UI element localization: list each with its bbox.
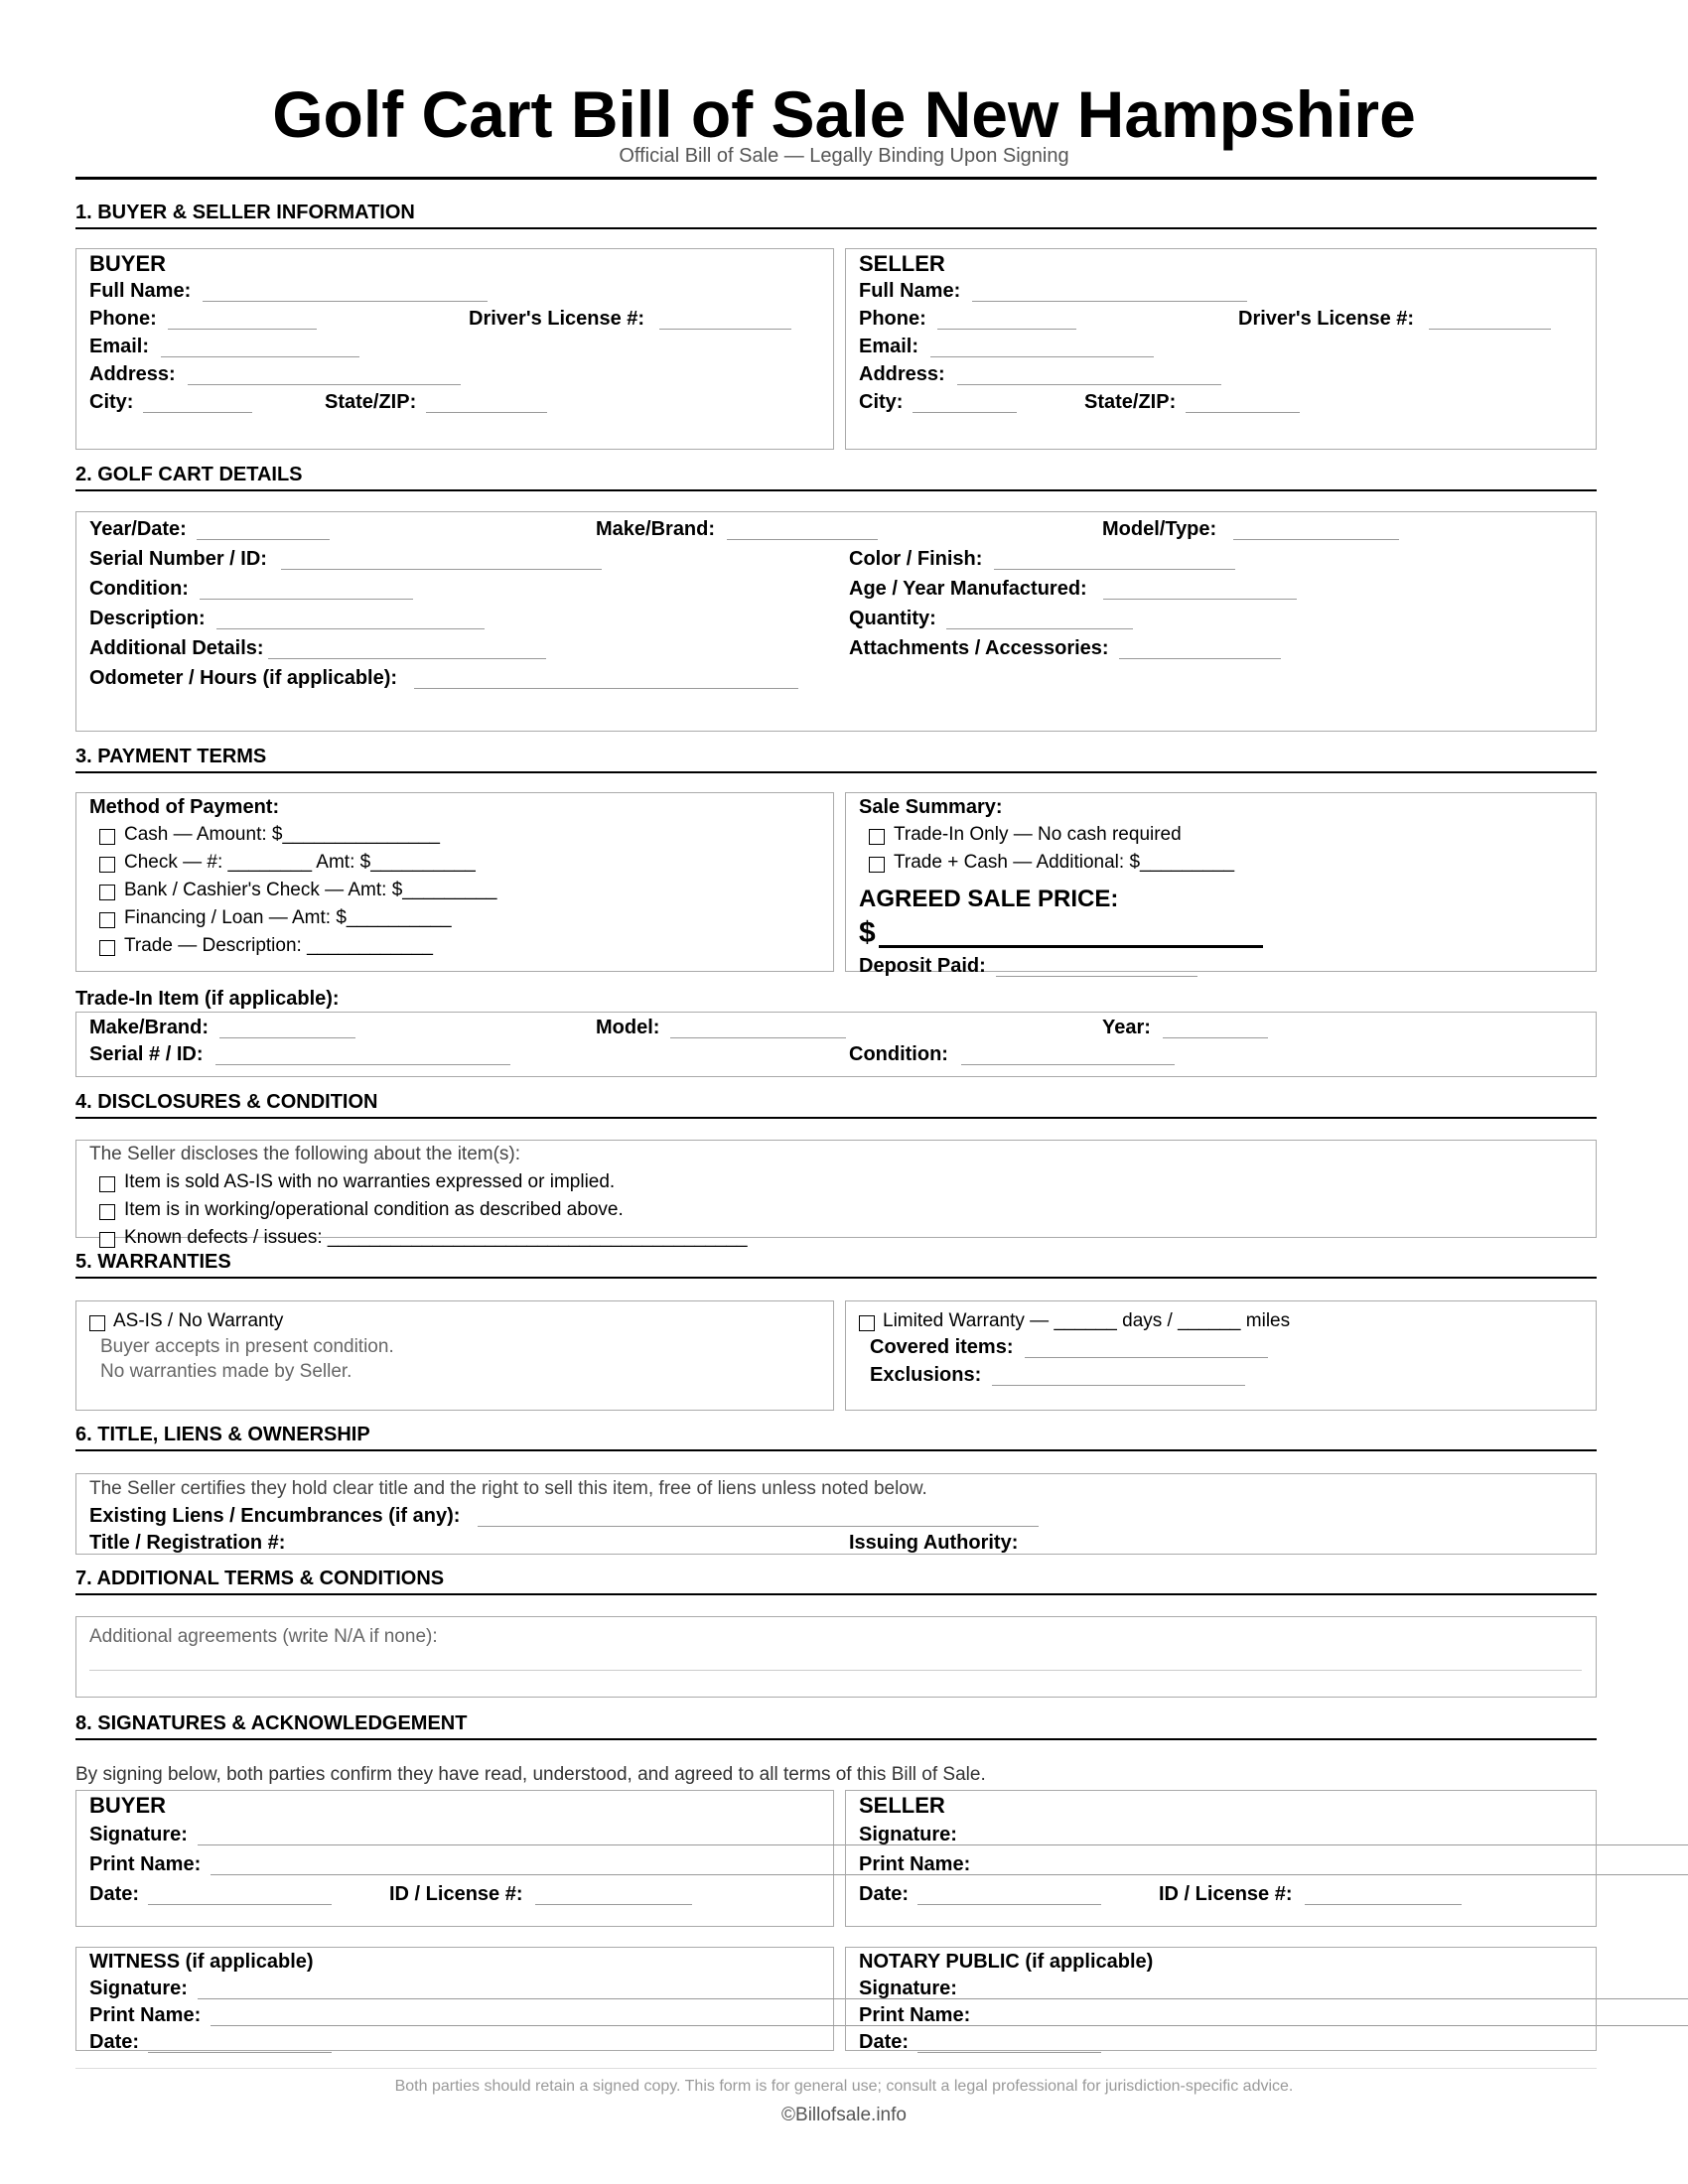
witness-date-label: Date:	[89, 2031, 140, 2053]
model-label: Model/Type:	[1102, 518, 1217, 540]
trade-checkbox[interactable]	[99, 940, 115, 956]
seller-state-zip-label: State/ZIP:	[1084, 391, 1177, 413]
deposit-label: Deposit Paid:	[859, 955, 986, 977]
buyer-license-field[interactable]	[659, 329, 791, 330]
condition-label: Condition:	[89, 578, 189, 600]
buyer-signature-box	[75, 1790, 834, 1927]
trade-in-year-label: Year:	[1102, 1017, 1151, 1038]
financing-option-label: Financing / Loan — Amt: $__________	[124, 907, 452, 928]
section-divider	[75, 1449, 1597, 1451]
bank-check-option-label: Bank / Cashier's Check — Amt: $_________	[124, 880, 497, 900]
seller-signature-heading: SELLER	[859, 1793, 945, 1818]
witness-signature-label: Signature:	[89, 1978, 188, 1999]
quantity-field[interactable]	[946, 628, 1133, 629]
exclusions-field[interactable]	[992, 1385, 1245, 1386]
document-title: Golf Cart Bill of Sale New Hampshire	[272, 77, 1416, 151]
seller-signature-label: Signature:	[859, 1824, 957, 1845]
witness-heading: WITNESS (if applicable)	[89, 1951, 314, 1973]
cash-option-label: Cash — Amount: $_______________	[124, 824, 440, 845]
notary-print-name-label: Print Name:	[859, 2004, 971, 2026]
seller-email-field[interactable]	[930, 356, 1154, 357]
section-heading-additional-terms: 7. ADDITIONAL TERMS & CONDITIONS	[75, 1568, 445, 1589]
buyer-heading: BUYER	[89, 251, 167, 276]
notary-heading: NOTARY PUBLIC (if applicable)	[859, 1951, 1154, 1973]
known-defects-checkbox[interactable]	[99, 1232, 115, 1248]
notary-date-label: Date:	[859, 2031, 910, 2053]
disclosures-box	[75, 1140, 1597, 1248]
as-is-note-1: Buyer accepts in present condition.	[100, 1336, 394, 1357]
make-label: Make/Brand:	[596, 518, 716, 540]
odometer-field[interactable]	[414, 688, 798, 689]
trade-in-only-label: Trade-In Only — No cash required	[894, 824, 1182, 845]
known-defects-label: Known defects / issues: ________________________________________	[124, 1227, 748, 1248]
trade-in-make-label: Make/Brand:	[89, 1017, 210, 1038]
seller-id-field[interactable]	[1305, 1904, 1462, 1905]
cart-details-box	[75, 511, 1597, 732]
sale-summary-box	[845, 792, 1597, 977]
trade-in-serial-label: Serial # / ID:	[89, 1043, 204, 1065]
covered-items-label: Covered items:	[870, 1336, 1014, 1358]
additional-terms-field[interactable]	[89, 1670, 1582, 1671]
trade-plus-cash-checkbox[interactable]	[869, 857, 885, 873]
deposit-field[interactable]	[996, 976, 1197, 977]
section-heading-warranties: 5. WARRANTIES	[75, 1251, 231, 1273]
additional-details-label: Additional Details:	[89, 637, 264, 659]
limited-warranty-label: Limited Warranty — ______ days / ______ miles	[883, 1310, 1291, 1331]
sale-summary-heading: Sale Summary:	[859, 796, 1003, 818]
buyer-state-zip-field[interactable]	[426, 412, 547, 413]
seller-address-field[interactable]	[957, 384, 1221, 385]
trade-in-condition-field[interactable]	[961, 1064, 1175, 1065]
year-field[interactable]	[197, 539, 330, 540]
seller-id-label: ID / License #:	[1159, 1883, 1293, 1905]
title-divider	[75, 177, 1597, 180]
attachments-field[interactable]	[1119, 658, 1281, 659]
trade-in-model-field[interactable]	[670, 1037, 846, 1038]
section-divider	[75, 771, 1597, 773]
seller-date-field[interactable]	[917, 1904, 1101, 1905]
color-field[interactable]	[994, 569, 1235, 570]
buyer-state-zip-label: State/ZIP:	[325, 391, 417, 413]
section-divider	[75, 227, 1597, 229]
agreed-price-field[interactable]	[879, 945, 1263, 948]
footer-disclaimer: Both parties should retain a signed copy. This form is for general use; consult a legal professional for jurisdiction-specific advice.	[394, 2078, 1294, 2095]
seller-license-label: Driver's License #:	[1238, 308, 1415, 330]
check-option-label: Check — #: ________ Amt: $__________	[124, 852, 476, 873]
exclusions-label: Exclusions:	[870, 1364, 982, 1386]
footer-divider	[75, 2068, 1597, 2069]
buyer-info-box	[75, 248, 834, 450]
cash-checkbox[interactable]	[99, 829, 115, 845]
signatures-intro: By signing below, both parties confirm they have read, understood, and agreed to all terms of this Bill of Sale.	[75, 1764, 986, 1785]
witness-box	[75, 1947, 834, 2051]
seller-license-field[interactable]	[1429, 329, 1551, 330]
attachments-label: Attachments / Accessories:	[849, 637, 1109, 659]
working-condition-label: Item is in working/operational condition as described above.	[124, 1199, 624, 1220]
seller-date-label: Date:	[859, 1883, 910, 1905]
additional-terms-note: Additional agreements (write N/A if none):	[89, 1626, 438, 1647]
seller-address-label: Address:	[859, 363, 945, 385]
section-heading-title-liens: 6. TITLE, LIENS & OWNERSHIP	[75, 1424, 370, 1445]
seller-city-field[interactable]	[913, 412, 1017, 413]
as-is-disclosure-checkbox[interactable]	[99, 1176, 115, 1192]
section-divider	[75, 1593, 1597, 1595]
trade-in-make-field[interactable]	[219, 1037, 355, 1038]
trade-in-serial-field[interactable]	[215, 1064, 510, 1065]
agreed-price-label: AGREED SALE PRICE:	[859, 886, 1119, 912]
section-heading-signatures: 8. SIGNATURES & ACKNOWLEDGEMENT	[75, 1712, 468, 1734]
trade-plus-cash-label: Trade + Cash — Additional: $_________	[894, 852, 1235, 873]
buyer-date-field[interactable]	[148, 1904, 332, 1905]
financing-checkbox[interactable]	[99, 912, 115, 928]
seller-phone-label: Phone:	[859, 308, 926, 330]
color-label: Color / Finish:	[849, 548, 983, 570]
limited-warranty-box	[845, 1300, 1597, 1411]
seller-city-label: City:	[859, 391, 904, 413]
notary-date-field[interactable]	[917, 2052, 1101, 2053]
trade-in-year-field[interactable]	[1163, 1037, 1268, 1038]
disclosures-intro: The Seller discloses the following about the item(s):	[89, 1144, 521, 1164]
as-is-disclosure-label: Item is sold AS-IS with no warranties expressed or implied.	[124, 1171, 616, 1192]
trade-in-box	[75, 1012, 1597, 1077]
seller-email-label: Email:	[859, 336, 919, 357]
title-liens-box	[75, 1473, 1597, 1555]
model-field[interactable]	[1233, 539, 1399, 540]
buyer-email-label: Email:	[89, 336, 150, 357]
document-subtitle: Official Bill of Sale — Legally Binding Upon Signing	[619, 145, 1069, 167]
section-heading-buyer-seller: 1. BUYER & SELLER INFORMATION	[75, 202, 415, 223]
footer-copyright: ©Billofsale.info	[781, 2105, 907, 2125]
seller-signature-box	[845, 1790, 1597, 1927]
buyer-address-label: Address:	[89, 363, 176, 385]
description-field[interactable]	[216, 628, 485, 629]
section-divider	[75, 1117, 1597, 1119]
description-label: Description:	[89, 608, 206, 629]
bank-check-checkbox[interactable]	[99, 885, 115, 900]
additional-details-field[interactable]	[268, 658, 546, 659]
buyer-full-name-label: Full Name:	[89, 280, 192, 302]
witness-print-name-label: Print Name:	[89, 2004, 202, 2026]
seller-state-zip-field[interactable]	[1186, 412, 1300, 413]
as-is-warranty-box	[75, 1300, 834, 1411]
seller-heading: SELLER	[859, 251, 945, 276]
covered-items-field[interactable]	[1025, 1357, 1268, 1358]
buyer-city-field[interactable]	[143, 412, 252, 413]
buyer-date-label: Date:	[89, 1883, 140, 1905]
serial-field[interactable]	[281, 569, 602, 570]
buyer-full-name-field[interactable]	[203, 301, 488, 302]
section-divider	[75, 489, 1597, 491]
as-is-warranty-label: AS-IS / No Warranty	[113, 1310, 284, 1331]
trade-in-only-checkbox[interactable]	[869, 829, 885, 845]
payment-method-box	[75, 792, 834, 972]
seller-info-box	[845, 248, 1597, 450]
trade-in-model-label: Model:	[596, 1017, 660, 1038]
working-condition-checkbox[interactable]	[99, 1204, 115, 1220]
as-is-note-2: No warranties made by Seller.	[100, 1361, 352, 1382]
trade-in-condition-label: Condition:	[849, 1043, 948, 1065]
trade-in-heading: Trade-In Item (if applicable):	[75, 988, 340, 1010]
check-checkbox[interactable]	[99, 857, 115, 873]
buyer-phone-field[interactable]	[168, 329, 317, 330]
liens-label: Existing Liens / Encumbrances (if any):	[89, 1505, 461, 1527]
buyer-email-field[interactable]	[161, 356, 359, 357]
buyer-print-name-label: Print Name:	[89, 1853, 202, 1875]
title-liens-intro: The Seller certifies they hold clear title and the right to sell this item, free of liens unless noted below.	[89, 1478, 927, 1499]
notary-signature-label: Signature:	[859, 1978, 957, 1999]
buyer-id-label: ID / License #:	[389, 1883, 523, 1905]
issuing-authority-label: Issuing Authority:	[849, 1532, 1019, 1554]
notary-box	[845, 1947, 1597, 2051]
section-heading-disclosures: 4. DISCLOSURES & CONDITION	[75, 1091, 378, 1113]
buyer-phone-label: Phone:	[89, 308, 157, 330]
quantity-label: Quantity:	[849, 608, 936, 629]
limited-warranty-checkbox[interactable]	[859, 1315, 875, 1331]
as-is-warranty-checkbox[interactable]	[89, 1315, 105, 1331]
section-heading-payment: 3. PAYMENT TERMS	[75, 746, 267, 767]
section-divider	[75, 1738, 1597, 1740]
buyer-id-field[interactable]	[535, 1904, 692, 1905]
seller-phone-field[interactable]	[937, 329, 1076, 330]
year-label: Year/Date:	[89, 518, 187, 540]
serial-label: Serial Number / ID:	[89, 548, 267, 570]
payment-method-heading: Method of Payment:	[89, 796, 280, 818]
condition-field[interactable]	[200, 599, 413, 600]
seller-full-name-field[interactable]	[972, 301, 1247, 302]
buyer-city-label: City:	[89, 391, 134, 413]
section-divider	[75, 1277, 1597, 1279]
liens-field[interactable]	[478, 1526, 1039, 1527]
section-heading-cart-details: 2. GOLF CART DETAILS	[75, 464, 303, 485]
dollar-sign: $	[859, 916, 876, 949]
title-registration-label: Title / Registration #:	[89, 1532, 286, 1554]
additional-terms-box	[75, 1616, 1597, 1698]
age-label: Age / Year Manufactured:	[849, 578, 1087, 600]
seller-full-name-label: Full Name:	[859, 280, 961, 302]
witness-date-field[interactable]	[148, 2052, 332, 2053]
buyer-signature-label: Signature:	[89, 1824, 188, 1845]
odometer-label: Odometer / Hours (if applicable):	[89, 667, 398, 689]
buyer-signature-heading: BUYER	[89, 1793, 167, 1818]
age-field[interactable]	[1103, 599, 1297, 600]
make-field[interactable]	[727, 539, 878, 540]
trade-option-label: Trade — Description: ____________	[124, 935, 433, 956]
seller-print-name-label: Print Name:	[859, 1853, 971, 1875]
buyer-license-label: Driver's License #:	[469, 308, 645, 330]
buyer-address-field[interactable]	[188, 384, 461, 385]
